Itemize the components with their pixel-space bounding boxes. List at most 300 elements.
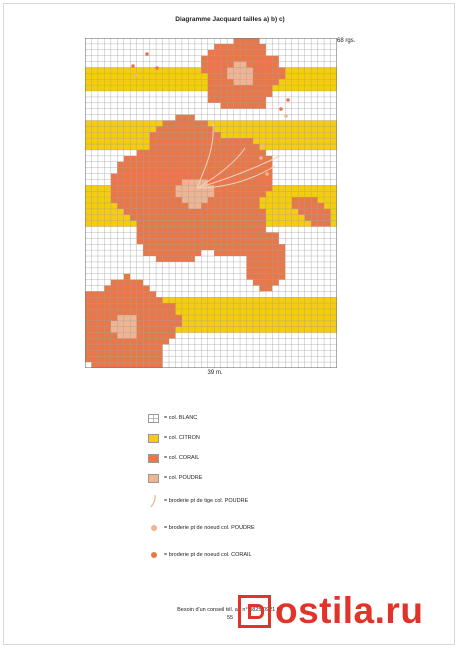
- grid-cell: [311, 215, 318, 221]
- grid-cell: [195, 321, 202, 327]
- grid-cell: [247, 362, 254, 368]
- grid-cell: [298, 91, 305, 97]
- grid-cell: [182, 350, 189, 356]
- grid-cell: [195, 115, 202, 121]
- grid-cell: [259, 297, 266, 303]
- grid-cell: [195, 315, 202, 321]
- grid-cell: [272, 244, 279, 250]
- grid-cell: [298, 250, 305, 256]
- grid-cell: [188, 333, 195, 339]
- grid-cell: [111, 197, 118, 203]
- grid-cell: [111, 297, 118, 303]
- grid-cell: [91, 67, 98, 73]
- grid-cell: [311, 162, 318, 168]
- grid-cell: [234, 209, 241, 215]
- grid-cell: [324, 333, 331, 339]
- grid-cell: [292, 291, 299, 297]
- grid-cell: [156, 197, 163, 203]
- grid-cell: [98, 315, 105, 321]
- grid-cell: [324, 344, 331, 350]
- grid-cell: [279, 321, 286, 327]
- grid-cell: [247, 138, 254, 144]
- grid-cell: [324, 150, 331, 156]
- grid-cell: [259, 121, 266, 127]
- grid-cell: [201, 280, 208, 286]
- grid-cell: [104, 333, 111, 339]
- grid-cell: [143, 126, 150, 132]
- grid-cell: [182, 97, 189, 103]
- chart-title: Diagramme Jacquard tailles a) b) c): [175, 16, 285, 23]
- grid-cell: [175, 121, 182, 127]
- grid-cell: [305, 121, 312, 127]
- grid-cell: [318, 291, 325, 297]
- grid-cell: [98, 109, 105, 115]
- grid-cell: [182, 197, 189, 203]
- grid-cell: [85, 197, 92, 203]
- grid-cell: [272, 309, 279, 315]
- grid-cell: [130, 309, 137, 315]
- grid-cell: [130, 232, 137, 238]
- legend-label-knot-poudre: = broderie pt de noeud col. POUDRE: [164, 525, 255, 531]
- grid-cell: [331, 321, 337, 327]
- grid-cell: [143, 297, 150, 303]
- grid-cell: [292, 73, 299, 79]
- grid-cell: [111, 73, 118, 79]
- grid-cell: [188, 321, 195, 327]
- grid-cell: [259, 227, 266, 233]
- grid-cell: [124, 344, 131, 350]
- grid-cell: [298, 85, 305, 91]
- grid-cell: [318, 321, 325, 327]
- grid-cell: [117, 138, 124, 144]
- grid-cell: [91, 227, 98, 233]
- grid-cell: [98, 44, 105, 50]
- grid-cell: [169, 291, 176, 297]
- grid-cell: [305, 126, 312, 132]
- grid-cell: [91, 256, 98, 262]
- grid-cell: [221, 162, 228, 168]
- grid-cell: [247, 73, 254, 79]
- grid-cell: [208, 339, 215, 345]
- grid-cell: [150, 197, 157, 203]
- grid-cell: [104, 327, 111, 333]
- grid-cell: [305, 85, 312, 91]
- grid-cell: [272, 150, 279, 156]
- grid-cell: [311, 286, 318, 292]
- grid-cell: [305, 309, 312, 315]
- grid-cell: [163, 215, 170, 221]
- grid-cell: [169, 227, 176, 233]
- grid-cell: [208, 309, 215, 315]
- grid-cell: [91, 91, 98, 97]
- grid-cell: [98, 174, 105, 180]
- grid-cell: [298, 103, 305, 109]
- grid-cell: [175, 44, 182, 50]
- grid-cell: [221, 115, 228, 121]
- grid-cell: [292, 132, 299, 138]
- grid-cell: [182, 185, 189, 191]
- grid-cell: [298, 227, 305, 233]
- grid-cell: [227, 121, 234, 127]
- grid-cell: [163, 327, 170, 333]
- grid-cell: [150, 121, 157, 127]
- grid-cell: [201, 250, 208, 256]
- grid-cell: [104, 280, 111, 286]
- grid-cell: [221, 38, 228, 44]
- grid-cell: [221, 274, 228, 280]
- grid-cell: [311, 67, 318, 73]
- grid-cell: [130, 362, 137, 368]
- grid-cell: [240, 238, 247, 244]
- grid-cell: [195, 38, 202, 44]
- grid-cell: [305, 344, 312, 350]
- grid-cell: [182, 103, 189, 109]
- grid-cell: [272, 138, 279, 144]
- grid-cell: [182, 297, 189, 303]
- grid-cell: [305, 268, 312, 274]
- grid-cell: [266, 121, 273, 127]
- grid-cell: [143, 339, 150, 345]
- grid-cell: [298, 215, 305, 221]
- footer-advice: Besoin d'un conseil tél. au n° 0825/0921 08: [177, 607, 283, 613]
- grid-cell: [221, 327, 228, 333]
- grid-cell: [91, 132, 98, 138]
- grid-cell: [259, 321, 266, 327]
- grid-cell: [195, 327, 202, 333]
- grid-cell: [247, 67, 254, 73]
- grid-cell: [292, 67, 299, 73]
- grid-cell: [318, 197, 325, 203]
- grid-cell: [117, 109, 124, 115]
- grid-cell: [195, 209, 202, 215]
- grid-cell: [201, 339, 208, 345]
- legend-label-citron: = col. CITRON: [164, 435, 200, 441]
- grid-cell: [201, 156, 208, 162]
- grid-cell: [195, 156, 202, 162]
- grid-cell: [227, 103, 234, 109]
- grid-cell: [285, 38, 292, 44]
- grid-cell: [285, 168, 292, 174]
- grid-cell: [253, 109, 260, 115]
- grid-cell: [104, 179, 111, 185]
- grid-cell: [156, 238, 163, 244]
- grid-cell: [311, 362, 318, 368]
- grid-cell: [324, 356, 331, 362]
- grid-cell: [234, 138, 241, 144]
- grid-cell: [331, 73, 337, 79]
- meshes-count-label: 39 m.: [207, 370, 223, 376]
- grid-cell: [98, 91, 105, 97]
- grid-cell: [247, 286, 254, 292]
- grid-cell: [91, 73, 98, 79]
- grid-cell: [85, 156, 92, 162]
- grid-cell: [259, 350, 266, 356]
- grid-cell: [91, 191, 98, 197]
- grid-cell: [188, 62, 195, 68]
- grid-cell: [143, 262, 150, 268]
- grid-cell: [285, 179, 292, 185]
- grid-cell: [117, 191, 124, 197]
- grid-cell: [331, 268, 337, 274]
- grid-cell: [227, 203, 234, 209]
- grid-cell: [111, 268, 118, 274]
- grid-cell: [311, 238, 318, 244]
- grid-cell: [117, 280, 124, 286]
- grid-cell: [195, 67, 202, 73]
- grid-cell: [124, 50, 131, 56]
- grid-cell: [137, 138, 144, 144]
- grid-cell: [311, 103, 318, 109]
- grid-cell: [195, 73, 202, 79]
- grid-cell: [324, 62, 331, 68]
- grid-cell: [201, 227, 208, 233]
- grid-cell: [247, 333, 254, 339]
- grid-cell: [298, 344, 305, 350]
- grid-cell: [272, 44, 279, 50]
- grid-cell: [143, 91, 150, 97]
- grid-cell: [227, 115, 234, 121]
- grid-cell: [163, 50, 170, 56]
- grid-cell: [298, 174, 305, 180]
- grid-cell: [104, 221, 111, 227]
- grid-cell: [91, 315, 98, 321]
- grid-cell: [272, 250, 279, 256]
- grid-cell: [182, 115, 189, 121]
- grid-cell: [240, 115, 247, 121]
- grid-cell: [253, 344, 260, 350]
- grid-cell: [188, 238, 195, 244]
- grid-cell: [234, 215, 241, 221]
- grid-cell: [272, 238, 279, 244]
- grid-cell: [85, 179, 92, 185]
- grid-cell: [111, 109, 118, 115]
- grid-cell: [331, 350, 337, 356]
- grid-cell: [279, 132, 286, 138]
- grid-cell: [266, 297, 273, 303]
- grid-cell: [195, 103, 202, 109]
- grid-cell: [163, 62, 170, 68]
- grid-cell: [163, 203, 170, 209]
- grid-cell: [169, 79, 176, 85]
- grid-cell: [124, 244, 131, 250]
- grid-cell: [324, 168, 331, 174]
- grid-cell: [98, 209, 105, 215]
- grid-cell: [150, 215, 157, 221]
- grid-cell: [311, 209, 318, 215]
- grid-cell: [311, 62, 318, 68]
- grid-cell: [259, 232, 266, 238]
- grid-cell: [214, 333, 221, 339]
- grid-cell: [208, 103, 215, 109]
- grid-cell: [266, 50, 273, 56]
- grid-cell: [201, 344, 208, 350]
- grid-cell: [117, 232, 124, 238]
- grid-cell: [195, 203, 202, 209]
- grid-cell: [163, 250, 170, 256]
- grid-cell: [130, 238, 137, 244]
- grid-cell: [247, 221, 254, 227]
- grid-cell: [285, 350, 292, 356]
- grid-cell: [104, 268, 111, 274]
- grid-cell: [91, 333, 98, 339]
- grid-cell: [240, 97, 247, 103]
- grid-cell: [331, 126, 337, 132]
- grid-cell: [208, 333, 215, 339]
- grid-cell: [104, 103, 111, 109]
- grid-cell: [305, 256, 312, 262]
- grid-cell: [104, 50, 111, 56]
- grid-cell: [117, 174, 124, 180]
- grid-cell: [272, 362, 279, 368]
- grid-cell: [91, 232, 98, 238]
- grid-cell: [195, 297, 202, 303]
- grid-cell: [150, 309, 157, 315]
- grid-cell: [195, 79, 202, 85]
- grid-cell: [85, 227, 92, 233]
- grid-cell: [324, 232, 331, 238]
- grid-cell: [279, 315, 286, 321]
- grid-cell: [201, 67, 208, 73]
- grid-cell: [169, 67, 176, 73]
- grid-cell: [130, 79, 137, 85]
- grid-cell: [279, 62, 286, 68]
- grid-cell: [163, 344, 170, 350]
- knot-corail-icon: [151, 552, 157, 558]
- grid-cell: [182, 327, 189, 333]
- grid-cell: [298, 256, 305, 262]
- grid-cell: [285, 362, 292, 368]
- grid-cell: [124, 333, 131, 339]
- grid-cell: [130, 174, 137, 180]
- grid-cell: [98, 73, 105, 79]
- grid-cell: [188, 109, 195, 115]
- grid-cell: [124, 262, 131, 268]
- grid-cell: [175, 150, 182, 156]
- grid-cell: [208, 50, 215, 56]
- grid-cell: [208, 215, 215, 221]
- grid-cell: [195, 344, 202, 350]
- grid-cell: [305, 191, 312, 197]
- grid-cell: [253, 168, 260, 174]
- grid-cell: [208, 315, 215, 321]
- grid-cell: [182, 144, 189, 150]
- grid-cell: [240, 256, 247, 262]
- grid-cell: [292, 185, 299, 191]
- grid-cell: [156, 209, 163, 215]
- grid-cell: [175, 174, 182, 180]
- grid-cell: [214, 197, 221, 203]
- grid-cell: [201, 321, 208, 327]
- grid-cell: [253, 197, 260, 203]
- grid-cell: [117, 215, 124, 221]
- grid-cell: [117, 238, 124, 244]
- grid-cell: [175, 109, 182, 115]
- grid-cell: [331, 67, 337, 73]
- grid-cell: [253, 286, 260, 292]
- grid-cell: [104, 286, 111, 292]
- grid-cell: [272, 350, 279, 356]
- grid-cell: [208, 203, 215, 209]
- grid-cell: [214, 91, 221, 97]
- grid-cell: [318, 274, 325, 280]
- grid-cell: [188, 156, 195, 162]
- grid-cell: [214, 350, 221, 356]
- grid-cell: [117, 297, 124, 303]
- grid-cell: [117, 262, 124, 268]
- grid-cell: [195, 85, 202, 91]
- grid-cell: [234, 315, 241, 321]
- grid-cell: [285, 315, 292, 321]
- grid-cell: [130, 227, 137, 233]
- grid-cell: [124, 168, 131, 174]
- grid-cell: [150, 262, 157, 268]
- grid-cell: [318, 97, 325, 103]
- grid-cell: [272, 103, 279, 109]
- grid-cell: [156, 356, 163, 362]
- grid-cell: [279, 162, 286, 168]
- grid-cell: [130, 297, 137, 303]
- grid-cell: [169, 215, 176, 221]
- grid-cell: [137, 174, 144, 180]
- grid-cell: [85, 162, 92, 168]
- grid-cell: [175, 132, 182, 138]
- grid-cell: [175, 156, 182, 162]
- grid-cell: [85, 150, 92, 156]
- grid-cell: [201, 350, 208, 356]
- grid-cell: [259, 38, 266, 44]
- grid-cell: [221, 191, 228, 197]
- grid-cell: [266, 238, 273, 244]
- grid-cell: [311, 38, 318, 44]
- grid-cell: [111, 339, 118, 345]
- grid-cell: [188, 144, 195, 150]
- grid-cell: [111, 309, 118, 315]
- grid-cell: [201, 274, 208, 280]
- grid-cell: [253, 179, 260, 185]
- grid-cell: [124, 250, 131, 256]
- grid-cell: [214, 256, 221, 262]
- grid-cell: [227, 197, 234, 203]
- grid-cell: [305, 362, 312, 368]
- grid-cell: [188, 221, 195, 227]
- grid-cell: [305, 250, 312, 256]
- grid-cell: [130, 315, 137, 321]
- grid-cell: [188, 85, 195, 91]
- grid-cell: [285, 356, 292, 362]
- grid-cell: [234, 333, 241, 339]
- grid-cell: [188, 126, 195, 132]
- grid-cell: [311, 179, 318, 185]
- grid-cell: [298, 309, 305, 315]
- grid-cell: [130, 244, 137, 250]
- grid-cell: [324, 256, 331, 262]
- grid-cell: [292, 85, 299, 91]
- grid-cell: [175, 85, 182, 91]
- grid-cell: [124, 174, 131, 180]
- grid-cell: [311, 121, 318, 127]
- grid-cell: [285, 121, 292, 127]
- grid-cell: [247, 191, 254, 197]
- grid-cell: [285, 280, 292, 286]
- grid-cell: [292, 44, 299, 50]
- grid-cell: [247, 344, 254, 350]
- grid-cell: [91, 327, 98, 333]
- grid-cell: [169, 303, 176, 309]
- grid-cell: [156, 126, 163, 132]
- french-knot: [145, 52, 149, 56]
- legend-label-blanc: = col. BLANC: [164, 415, 198, 421]
- grid-cell: [85, 209, 92, 215]
